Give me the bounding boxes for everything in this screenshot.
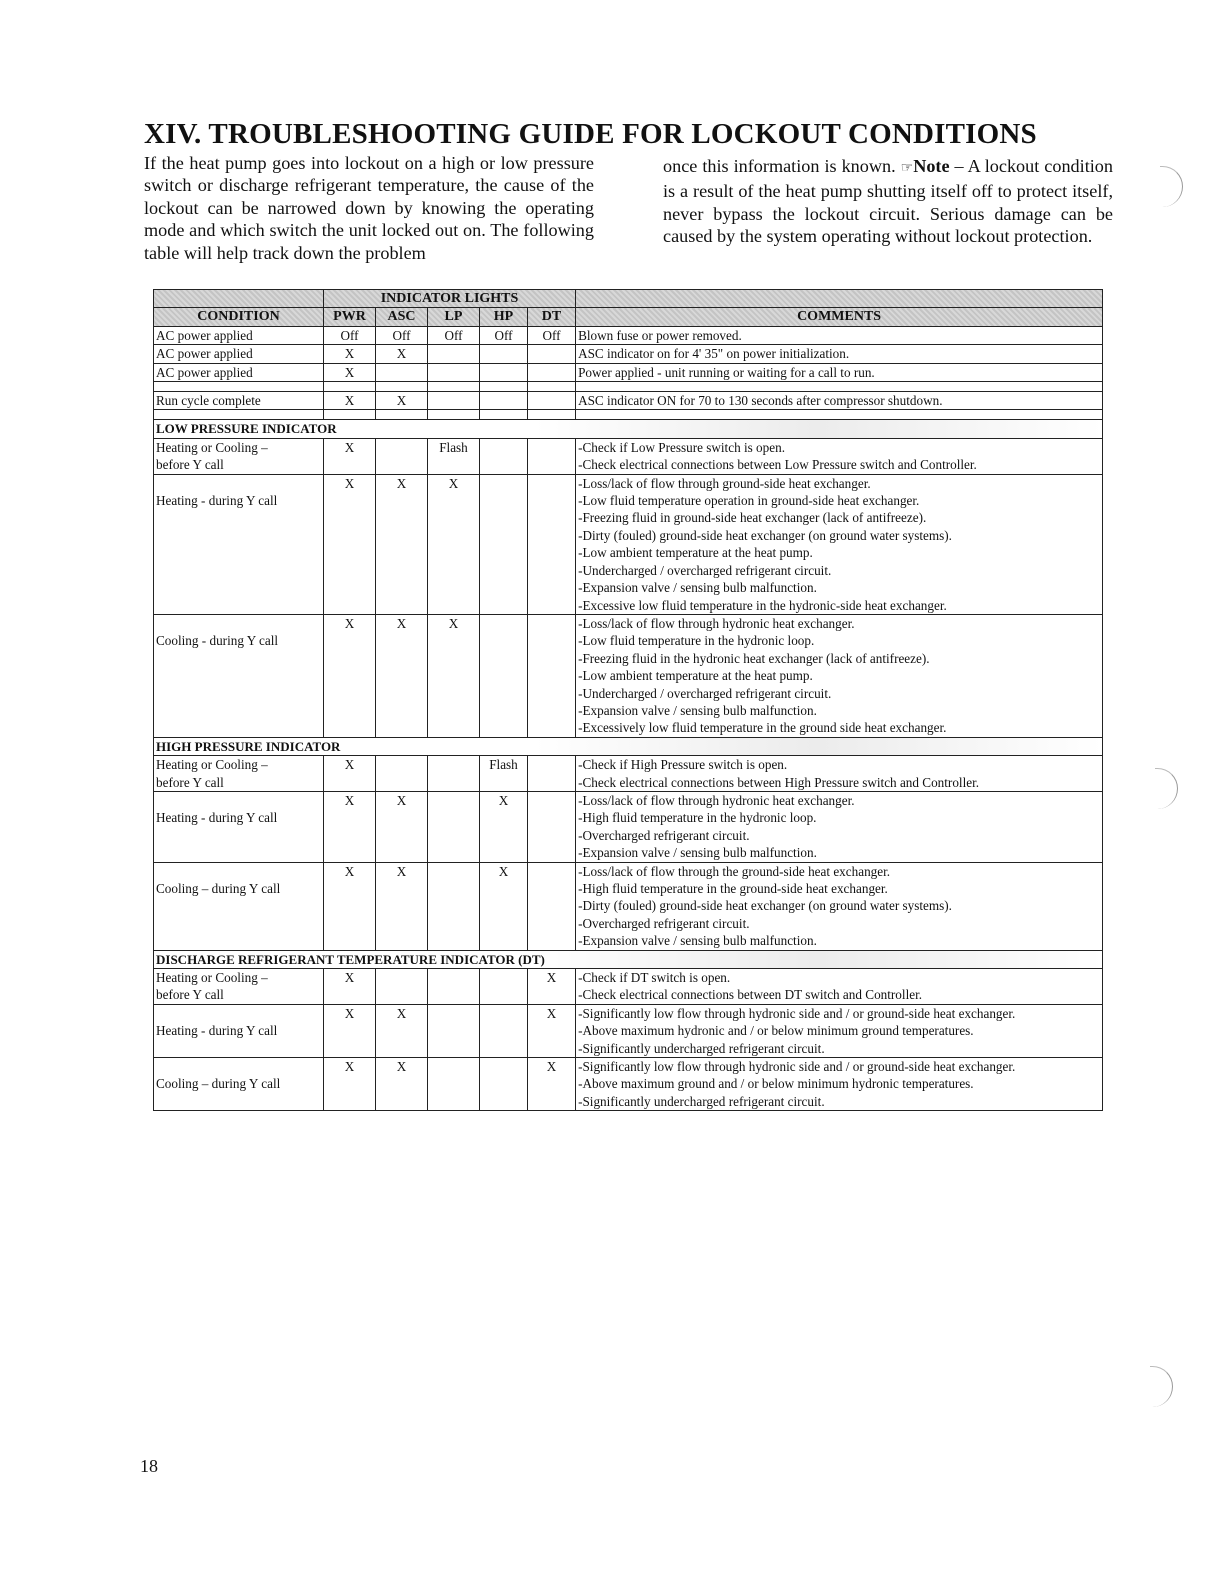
spacer-cell — [376, 410, 428, 420]
header-row-columns — [154, 308, 1103, 326]
condition-header: CONDITION — [154, 308, 324, 326]
condition-cell — [154, 614, 324, 737]
asc-indicator-cell: X — [376, 474, 428, 614]
hp-indicator-cell — [480, 363, 528, 381]
comments-cell — [576, 969, 1103, 1005]
hp-indicator-cell: X — [480, 791, 528, 862]
comment-line: -Undercharged / overcharged refrigerant circuit. — [578, 685, 832, 701]
condition-cell — [154, 392, 324, 410]
spacer-cell — [528, 382, 576, 392]
intro-paragraph-left: If the heat pump goes into lockout on a high or low pressure switch or discharge refrigerant temperature, the cause of the lockout can be narrowed down by knowing the operating mode and which switch the unit locked out on. The following table will help track down the problem — [144, 153, 594, 263]
comments-cell — [576, 363, 1103, 381]
header-blank-cell — [576, 290, 1103, 308]
dt-indicator-cell — [528, 474, 576, 614]
hp-header: HP — [480, 308, 528, 326]
asc-indicator-cell: X — [376, 1004, 428, 1057]
spacer-cell — [324, 410, 376, 420]
comment-line: -Overcharged refrigerant circuit. — [578, 915, 750, 931]
condition-cell — [154, 862, 324, 950]
comments-cell — [576, 862, 1103, 950]
dt-indicator-cell: Off — [528, 326, 576, 344]
header-row-group — [154, 290, 1103, 308]
comment-line: -Check if DT switch is open. — [578, 970, 731, 986]
hp-indicator-cell: Off — [480, 326, 528, 344]
table-row — [154, 791, 1103, 862]
condition-cell — [154, 345, 324, 363]
spacer-cell — [480, 382, 528, 392]
comment-line: -Check if Low Pressure switch is open. — [578, 439, 785, 455]
comment-line: -Above maximum ground and / or below minimum hydronic temperatures. — [578, 1076, 974, 1092]
section-title: DISCHARGE REFRIGERANT TEMPERATURE INDICATOR (DT) — [154, 950, 1103, 968]
page-title: XIV. TROUBLESHOOTING GUIDE FOR LOCKOUT CONDITIONS — [144, 118, 1037, 150]
dt-indicator-cell — [528, 862, 576, 950]
condition-cell — [154, 438, 324, 474]
spacer-cell — [428, 382, 480, 392]
hp-indicator-cell — [480, 345, 528, 363]
binder-edge-mark — [1155, 768, 1178, 809]
comment-line: -Undercharged / overcharged refrigerant circuit. — [578, 562, 832, 578]
comments-header: COMMENTS — [576, 308, 1103, 326]
table-row — [154, 756, 1103, 792]
comment-line: -Low fluid temperature operation in ground-side heat exchanger. — [578, 493, 920, 509]
spacer-cell — [324, 382, 376, 392]
asc-indicator-cell: X — [376, 345, 428, 363]
binder-edge-mark — [1150, 1366, 1173, 1407]
comments-cell — [576, 392, 1103, 410]
comment-line: -Significantly undercharged refrigerant circuit. — [578, 1093, 825, 1109]
pwr-indicator-cell: X — [324, 363, 376, 381]
section-title: HIGH PRESSURE INDICATOR — [154, 737, 1103, 755]
condition-line: Heating - during Y call — [156, 1022, 278, 1038]
pwr-indicator-cell: X — [324, 1058, 376, 1111]
pwr-indicator-cell: X — [324, 791, 376, 862]
comment-line: -Loss/lack of flow through ground-side heat exchanger. — [578, 475, 871, 491]
comment-line: -Expansion valve / sensing bulb malfunction. — [578, 845, 817, 861]
dt-indicator-cell — [528, 363, 576, 381]
dt-indicator-cell — [528, 345, 576, 363]
comment-line: Power applied - unit running or waiting for a call to run. — [578, 364, 875, 380]
pointing-hand-icon: ☞ — [900, 161, 914, 176]
comment-line: -Dirty (fouled) ground-side heat exchanger (on ground water systems). — [578, 898, 952, 914]
lp-indicator-cell: Off — [428, 326, 480, 344]
dt-indicator-cell: X — [528, 969, 576, 1005]
condition-cell — [154, 1058, 324, 1111]
comment-line: -Expansion valve / sensing bulb malfunction. — [578, 580, 817, 596]
asc-indicator-cell: X — [376, 392, 428, 410]
section-title: LOW PRESSURE INDICATOR — [154, 420, 1103, 438]
condition-line: before Y call — [156, 457, 224, 473]
condition-cell — [154, 326, 324, 344]
lp-indicator-cell — [428, 1004, 480, 1057]
hp-indicator-cell — [480, 474, 528, 614]
asc-indicator-cell: Off — [376, 326, 428, 344]
table-row — [154, 1058, 1103, 1111]
comments-cell — [576, 1004, 1103, 1057]
asc-header: ASC — [376, 308, 428, 326]
comment-line: -Dirty (fouled) ground-side heat exchanger (on ground water systems). — [578, 527, 952, 543]
comment-line: -Loss/lack of flow through hydronic heat exchanger. — [578, 792, 855, 808]
lp-indicator-cell: X — [428, 614, 480, 737]
table-row — [154, 862, 1103, 950]
lp-indicator-cell — [428, 1058, 480, 1111]
spacer-cell — [480, 410, 528, 420]
condition-line: Heating - during Y call — [156, 492, 278, 508]
spacer-cell — [576, 410, 1103, 420]
asc-indicator-cell — [376, 969, 428, 1005]
condition-line: Run cycle complete — [156, 393, 261, 409]
condition-cell — [154, 1004, 324, 1057]
condition-line: before Y call — [156, 774, 224, 790]
comment-line: -Significantly low flow through hydronic side and / or ground-side heat exchanger. — [578, 1059, 1016, 1075]
page-number: 18 — [140, 1456, 158, 1476]
dt-indicator-cell — [528, 614, 576, 737]
comments-cell — [576, 791, 1103, 862]
comment-line: -Overcharged refrigerant circuit. — [578, 827, 750, 843]
comment-line: ASC indicator ON for 70 to 130 seconds after compressor shutdown. — [578, 393, 943, 409]
comments-cell — [576, 326, 1103, 344]
condition-line: Heating or Cooling – — [156, 970, 268, 986]
table-row — [154, 969, 1103, 1005]
comment-line: -Check electrical connections between DT switch and Controller. — [578, 987, 923, 1003]
intro-right-note-text: – A lockout condition is a result of the heat pump shutting itself off to protect itself, never bypass the lockout circuit. Serious damage can be caused by the system operating without lockout protection. — [663, 156, 1113, 247]
spacer-row — [154, 410, 1103, 420]
table-row — [154, 345, 1103, 363]
spacer-cell — [154, 382, 324, 392]
pwr-indicator-cell: X — [324, 614, 376, 737]
comment-line: -Excessively low fluid temperature in the ground side heat exchanger. — [578, 720, 947, 736]
dt-indicator-cell — [528, 392, 576, 410]
comment-line: -High fluid temperature in the hydronic loop. — [578, 810, 817, 826]
comments-cell — [576, 1058, 1103, 1111]
asc-indicator-cell — [376, 363, 428, 381]
condition-cell — [154, 474, 324, 614]
condition-line: AC power applied — [156, 327, 253, 343]
condition-line: Heating - during Y call — [156, 809, 278, 825]
condition-line: Cooling – during Y call — [156, 1076, 281, 1092]
condition-line: AC power applied — [156, 364, 253, 380]
lp-indicator-cell — [428, 345, 480, 363]
comments-cell — [576, 345, 1103, 363]
spacer-cell — [376, 382, 428, 392]
lp-indicator-cell: Flash — [428, 438, 480, 474]
comment-line: -Check if High Pressure switch is open. — [578, 757, 788, 773]
condition-cell — [154, 363, 324, 381]
table-body — [154, 326, 1103, 1110]
comments-cell — [576, 756, 1103, 792]
pwr-indicator-cell: X — [324, 392, 376, 410]
lp-indicator-cell — [428, 862, 480, 950]
comment-line: ASC indicator on for 4' 35" on power initialization. — [578, 346, 850, 362]
comments-cell — [576, 438, 1103, 474]
hp-indicator-cell — [480, 1058, 528, 1111]
comment-line: -Loss/lack of flow through hydronic heat exchanger. — [578, 615, 855, 631]
comment-line: -Freezing fluid in ground-side heat exchanger (lack of antifreeze). — [578, 510, 927, 526]
condition-line: Cooling - during Y call — [156, 632, 279, 648]
comment-line: -High fluid temperature in the ground-side heat exchanger. — [578, 881, 888, 896]
dt-header: DT — [528, 308, 576, 326]
pwr-header: PWR — [324, 308, 376, 326]
comment-line: -Low ambient temperature at the heat pump. — [578, 545, 813, 561]
table-row — [154, 363, 1103, 381]
intro-right-text: once this information is known. — [663, 156, 901, 176]
pwr-indicator-cell: Off — [324, 326, 376, 344]
lp-indicator-cell — [428, 363, 480, 381]
table-row — [154, 392, 1103, 410]
condition-line: before Y call — [156, 987, 224, 1003]
condition-cell — [154, 756, 324, 792]
dt-indicator-cell — [528, 438, 576, 474]
section-header-row — [154, 950, 1103, 968]
pwr-indicator-cell: X — [324, 1004, 376, 1057]
table-row — [154, 614, 1103, 737]
pwr-indicator-cell: X — [324, 862, 376, 950]
lp-indicator-cell — [428, 756, 480, 792]
spacer-row — [154, 382, 1103, 392]
hp-indicator-cell — [480, 438, 528, 474]
spacer-cell — [428, 410, 480, 420]
hp-indicator-cell — [480, 1004, 528, 1057]
intro-paragraph-right — [663, 155, 1113, 248]
pwr-indicator-cell: X — [324, 345, 376, 363]
condition-line: AC power applied — [156, 346, 253, 362]
hp-indicator-cell — [480, 969, 528, 1005]
lp-indicator-cell — [428, 392, 480, 410]
hp-indicator-cell — [480, 392, 528, 410]
lp-header: LP — [428, 308, 480, 326]
condition-line: Heating or Cooling – — [156, 757, 268, 773]
troubleshooting-table — [153, 289, 1103, 1111]
comment-line: -Excessive low fluid temperature in the hydronic-side heat exchanger. — [578, 597, 947, 613]
comment-line: Blown fuse or power removed. — [578, 327, 742, 343]
comment-line: -Above maximum hydronic and / or below minimum ground temperatures. — [578, 1023, 974, 1039]
table-row — [154, 438, 1103, 474]
pwr-indicator-cell: X — [324, 474, 376, 614]
comment-line: -Check electrical connections between Low Pressure switch and Controller. — [578, 457, 977, 473]
pwr-indicator-cell: X — [324, 756, 376, 792]
section-header-row — [154, 420, 1103, 438]
note-label: Note — [913, 156, 950, 176]
pwr-indicator-cell: X — [324, 438, 376, 474]
binder-edge-mark — [1160, 166, 1183, 207]
dt-indicator-cell: X — [528, 1058, 576, 1111]
condition-line: Heating or Cooling – — [156, 439, 268, 455]
comment-line: -Expansion valve / sensing bulb malfunction. — [578, 702, 817, 718]
lp-indicator-cell — [428, 791, 480, 862]
header-blank-cell — [154, 290, 324, 308]
comment-line: -Low ambient temperature at the heat pump. — [578, 668, 813, 684]
condition-cell — [154, 791, 324, 862]
asc-indicator-cell: X — [376, 1058, 428, 1111]
comment-line: -Expansion valve / sensing bulb malfunction. — [578, 933, 817, 949]
pwr-indicator-cell: X — [324, 969, 376, 1005]
spacer-cell — [576, 382, 1103, 392]
hp-indicator-cell — [480, 614, 528, 737]
comments-cell — [576, 474, 1103, 614]
asc-indicator-cell: X — [376, 614, 428, 737]
spacer-cell — [154, 410, 324, 420]
table-row — [154, 474, 1103, 614]
asc-indicator-cell: X — [376, 791, 428, 862]
lp-indicator-cell — [428, 969, 480, 1005]
asc-indicator-cell: X — [376, 862, 428, 950]
comment-line: -Low fluid temperature in the hydronic loop. — [578, 633, 815, 649]
spacer-cell — [528, 410, 576, 420]
table-row — [154, 326, 1103, 344]
condition-line: Cooling – during Y call — [156, 880, 281, 896]
indicator-lights-header: INDICATOR LIGHTS — [324, 290, 576, 308]
dt-indicator-cell: X — [528, 1004, 576, 1057]
section-header-row — [154, 737, 1103, 755]
comment-line: -Loss/lack of flow through the ground-side heat exchanger. — [578, 863, 891, 879]
comment-line: -Significantly undercharged refrigerant circuit. — [578, 1040, 825, 1056]
table-row — [154, 1004, 1103, 1057]
dt-indicator-cell — [528, 756, 576, 792]
comment-line: -Freezing fluid in the hydronic heat exchanger (lack of antifreeze). — [578, 650, 930, 666]
hp-indicator-cell: Flash — [480, 756, 528, 792]
lp-indicator-cell: X — [428, 474, 480, 614]
asc-indicator-cell — [376, 756, 428, 792]
dt-indicator-cell — [528, 791, 576, 862]
hp-indicator-cell: X — [480, 862, 528, 950]
comment-line: -Significantly low flow through hydronic side and / or ground-side heat exchanger. — [578, 1005, 1016, 1021]
comment-line: -Check electrical connections between High Pressure switch and Controller. — [578, 774, 980, 790]
condition-cell — [154, 969, 324, 1005]
comments-cell — [576, 614, 1103, 737]
asc-indicator-cell — [376, 438, 428, 474]
